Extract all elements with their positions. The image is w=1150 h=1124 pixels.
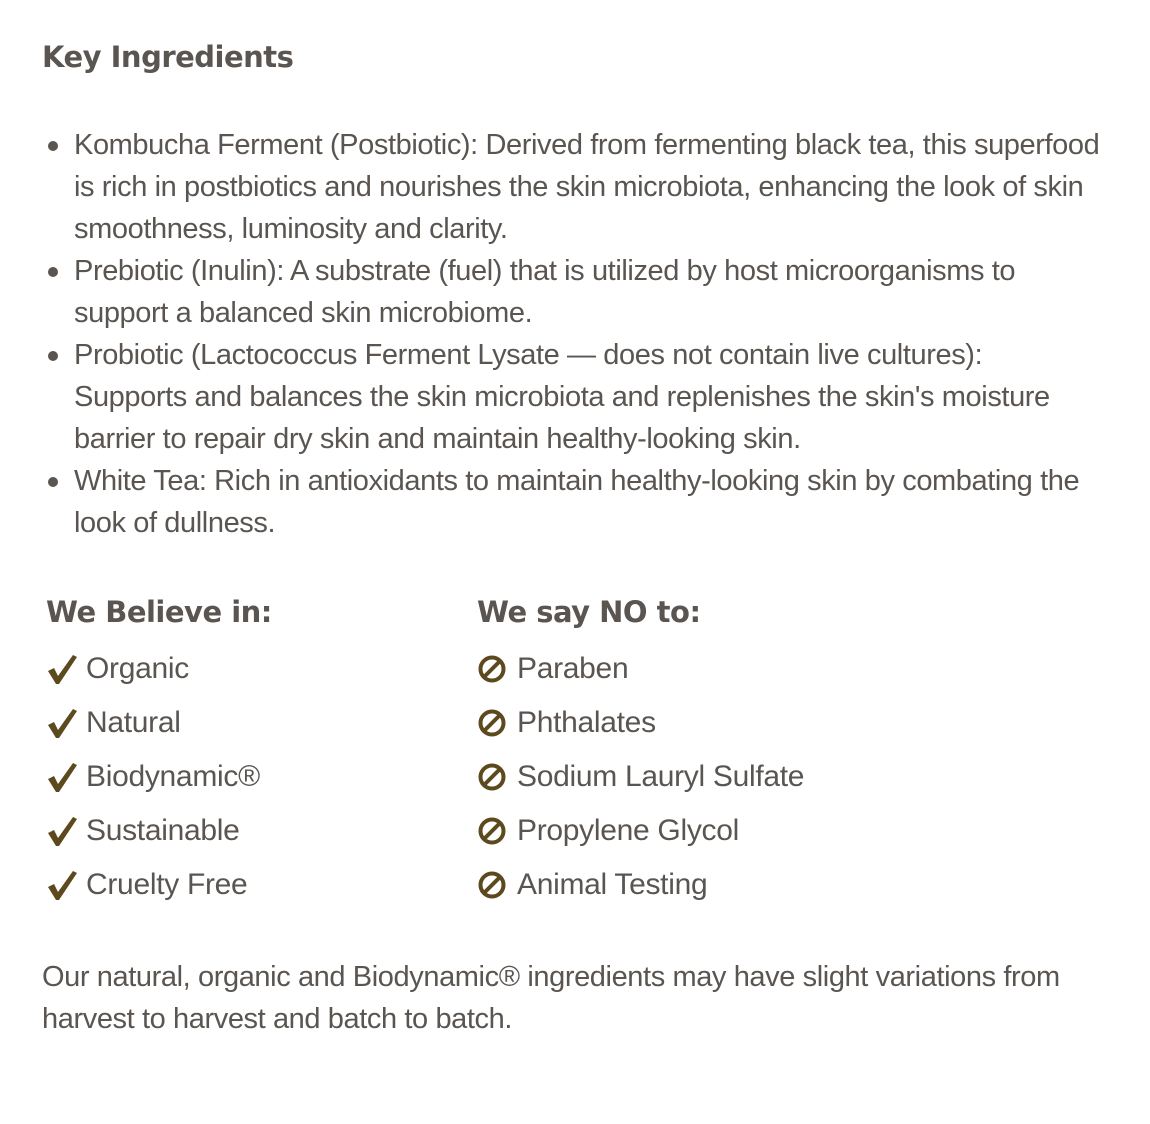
believe-item-label: Natural <box>86 706 181 739</box>
ingredient-text: White Tea: Rich in antioxidants to maintain healthy-looking skin by combating the look of dullness. <box>74 465 1080 539</box>
checkmark-icon <box>46 652 78 686</box>
believe-item-label: Sustainable <box>86 814 240 847</box>
prohibited-icon <box>477 870 507 900</box>
prohibited-icon <box>477 654 507 684</box>
prohibited-icon <box>477 762 507 792</box>
ingredient-item <box>42 250 1102 334</box>
ingredient-text: Probiotic (Lactococcus Ferment Lysate — does not contain live cultures): Supports and balances the skin microbiota and replenishes the skin's moisture barrier to repair dry skin and maintain healthy-looking skin. <box>74 339 1050 455</box>
believe-item-label: Biodynamic® <box>86 760 260 793</box>
bullet-icon <box>48 477 58 487</box>
we-say-no-heading: We say NO to: <box>477 595 701 629</box>
we-believe-list <box>46 642 272 912</box>
believe-item <box>46 804 272 858</box>
believe-item <box>46 750 272 804</box>
say-no-item <box>477 858 804 912</box>
believe-item-label: Organic <box>86 652 189 685</box>
say-no-item-label: Phthalates <box>517 706 656 739</box>
prohibited-icon <box>477 816 507 846</box>
ingredient-item <box>42 460 1102 544</box>
key-ingredients-list <box>42 124 1102 544</box>
checkmark-icon <box>46 706 78 740</box>
ingredient-item <box>42 334 1102 460</box>
ingredient-item <box>42 124 1102 250</box>
we-believe-column <box>46 590 272 912</box>
believe-item <box>46 642 272 696</box>
believe-item <box>46 696 272 750</box>
checkmark-icon <box>46 760 78 794</box>
variation-disclaimer: Our natural, organic and Biodynamic® ingredients may have slight variations from harvest to harvest and batch to batch. <box>42 961 1060 1035</box>
checkmark-icon <box>46 814 78 848</box>
ingredient-text: Prebiotic (Inulin): A substrate (fuel) that is utilized by host microorganisms to support a balanced skin microbiome. <box>74 255 1016 329</box>
say-no-item-label: Animal Testing <box>517 868 708 901</box>
bullet-icon <box>48 267 58 277</box>
we-believe-heading: We Believe in: <box>46 595 272 629</box>
checkmark-icon <box>46 868 78 902</box>
say-no-item <box>477 750 804 804</box>
we-say-no-column <box>477 590 804 912</box>
bullet-icon <box>48 141 58 151</box>
believe-item <box>46 858 272 912</box>
bullet-icon <box>48 351 58 361</box>
say-no-item-label: Propylene Glycol <box>517 814 739 847</box>
ingredient-text: Kombucha Ferment (Postbiotic): Derived from fermenting black tea, this superfood is rich in postbiotics and nourishes the skin microbiota, enhancing the look of skin smoothness, luminosity and clarity. <box>74 129 1100 245</box>
believe-item-label: Cruelty Free <box>86 868 248 901</box>
say-no-item <box>477 642 804 696</box>
say-no-item <box>477 804 804 858</box>
say-no-item <box>477 696 804 750</box>
we-say-no-list <box>477 642 804 912</box>
key-ingredients-heading: Key Ingredients <box>42 40 294 74</box>
prohibited-icon <box>477 708 507 738</box>
say-no-item-label: Paraben <box>517 652 629 685</box>
say-no-item-label: Sodium Lauryl Sulfate <box>517 760 805 793</box>
